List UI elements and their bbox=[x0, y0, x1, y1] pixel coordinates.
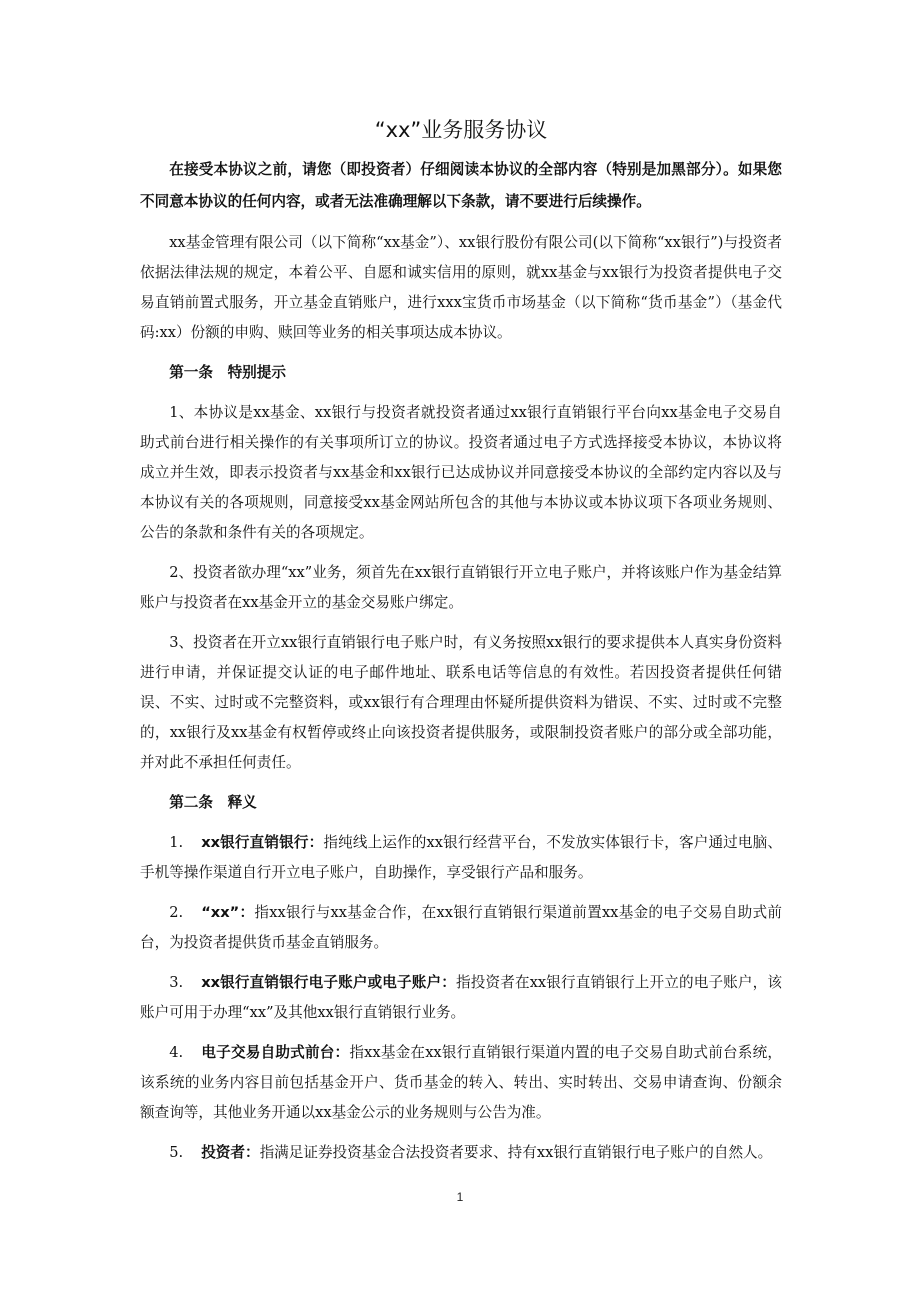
article1-paragraph: 3、投资者在开立xx银行直销银行电子账户时，有义务按照xx银行的要求提供本人真实身份资料进行申请，并保证提交认证的电子邮件地址、联系电话等信息的有效性。若因投资者提供任何错误、不实、过时或不完整资料，或xx银行有合理理由怀疑所提供资料为错误、不实、过时或不完整的，xx银行及xx基金有权暂停或终止向该投资者提供服务，或限制投资者账户的部分或全部功能，并对此不承担任何责任。 bbox=[140, 634, 782, 771]
definition-term: 电子交易自助式前台： bbox=[201, 1044, 350, 1061]
definition-text: 指投资者在xx银行直销银行上开立的电子账户，该账户可用于办理“xx”及其他xx银行直销银行业务。 bbox=[140, 974, 782, 1021]
article1-paragraph: 1、本协议是xx基金、xx银行与投资者就投资者通过xx银行直销银行平台向xx基金电子交易自助式前台进行相关操作的有关事项所订立的协议。投资者通过电子方式选择接受本协议，本协议将成立并生效，即表示投资者与xx基金和xx银行已达成协议并同意接受本协议的全部约定内容以及与本协议有关的各项规则，同意接受xx基金网站所包含的其他与本协议或本协议项下各项业务规则、公告的条款和条件有关的各项规定。 bbox=[140, 404, 782, 541]
definition-number: 3. bbox=[169, 974, 184, 991]
definition-item bbox=[140, 1138, 782, 1168]
article1-paragraph: 2、投资者欲办理“xx”业务，须首先在xx银行直销银行开立电子账户，并将该账户作为基金结算账户与投资者在xx基金开立的基金交易账户绑定。 bbox=[140, 564, 782, 611]
definition-item bbox=[140, 1038, 782, 1128]
definition-text: 指纯线上运作的xx银行经营平台，不发放实体银行卡，客户通过电脑、手机等操作渠道自行开立电子账户，自助操作，享受银行产品和服务。 bbox=[140, 834, 782, 881]
article1-heading: 第一条 特别提示 bbox=[169, 364, 286, 381]
page-number: 1 bbox=[456, 1190, 464, 1204]
definition-text: 指xx银行与xx基金合作，在xx银行直销银行渠道前置xx基金的电子交易自助式前台，为投资者提供货币基金直销服务。 bbox=[140, 904, 782, 951]
definition-number: 1. bbox=[169, 834, 184, 851]
definition-term: xx银行直销银行电子账户或电子账户： bbox=[201, 974, 456, 991]
intro-paragraph: xx基金管理有限公司（以下简称“xx基金”）、xx银行股份有限公司(以下简称“xx银行”)与投资者依据法律法规的规定，本着公平、自愿和诚实信用的原则，就xx基金与xx银行为投资者提供电子交易直销前置式服务，开立基金直销账户，进行xxx宝货币市场基金（以下简称“货币基金”）（基金代码:xx）份额的申购、赎回等业务的相关事项达成本协议。 bbox=[140, 234, 782, 341]
definition-number: 5. bbox=[169, 1144, 184, 1161]
definition-number: 4. bbox=[169, 1044, 184, 1061]
definition-text: 指满足证券投资基金合法投资者要求、持有xx银行直销银行电子账户的自然人。 bbox=[259, 1144, 773, 1161]
article2-heading: 第二条 释义 bbox=[169, 794, 257, 811]
definition-term: xx银行直销银行： bbox=[201, 834, 324, 851]
definition-item bbox=[140, 898, 782, 958]
definition-term: “xx”： bbox=[201, 904, 255, 921]
definition-item bbox=[140, 828, 782, 888]
definition-term: 投资者： bbox=[201, 1144, 260, 1161]
definition-text: 指xx基金在xx银行直销银行渠道内置的电子交易自助式前台系统，该系统的业务内容目前包括基金开户、货币基金的转入、转出、实时转出、交易申请查询、份额余额查询等，其他业务开通以xx基金公示的业务规则与公告为准。 bbox=[140, 1044, 782, 1121]
notice-paragraph: 在接受本协议之前，请您（即投资者）仔细阅读本协议的全部内容（特别是加黑部分）。如果您不同意本协议的任何内容，或者无法准确理解以下条款，请不要进行后续操作。 bbox=[140, 161, 782, 210]
definition-number: 2. bbox=[169, 904, 184, 921]
definition-item bbox=[140, 968, 782, 1028]
document-title: “xx”业务服务协议 bbox=[374, 118, 548, 142]
